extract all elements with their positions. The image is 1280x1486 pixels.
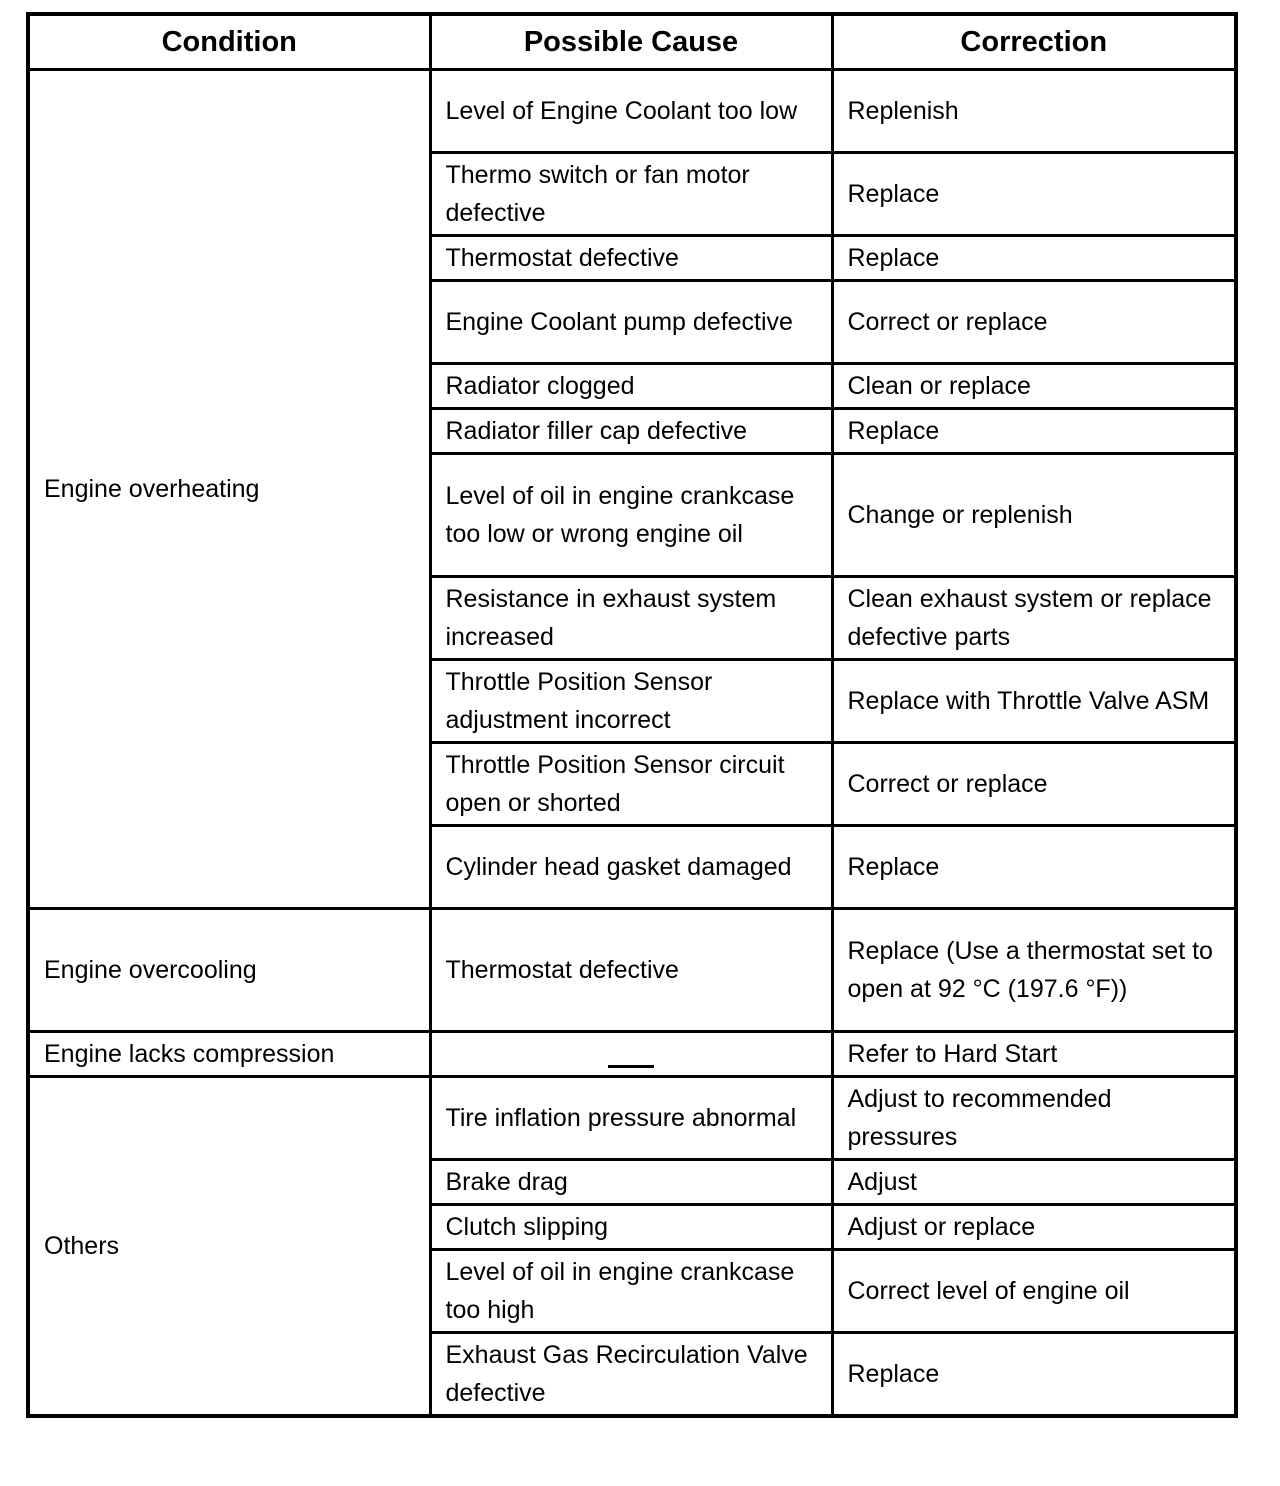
correction-cell: Replace — [832, 1333, 1236, 1417]
condition-cell: Engine overheating — [28, 70, 430, 909]
correction-cell: Correct level of engine oil — [832, 1250, 1236, 1333]
cause-cell: Throttle Position Sensor circuit open or shorted — [430, 743, 832, 826]
correction-cell: Correct or replace — [832, 281, 1236, 364]
cause-cell: Tire inflation pressure abnormal — [430, 1077, 832, 1160]
correction-cell: Clean or replace — [832, 364, 1236, 409]
cause-cell: Level of oil in engine crankcase too high — [430, 1250, 832, 1333]
cause-cell: Clutch slipping — [430, 1205, 832, 1250]
correction-cell: Correct or replace — [832, 743, 1236, 826]
correction-cell: Adjust to recommended pressures — [832, 1077, 1236, 1160]
cause-cell: Resistance in exhaust system increased — [430, 577, 832, 660]
troubleshooting-table — [26, 12, 1238, 1418]
table-row — [28, 1077, 1236, 1160]
correction-cell: Replace (Use a thermostat set to open at 92 °C (197.6 °F)) — [832, 909, 1236, 1032]
correction-cell: Replace — [832, 236, 1236, 281]
correction-header: Correction — [832, 14, 1236, 70]
correction-cell: Change or replenish — [832, 454, 1236, 577]
cause-cell: Exhaust Gas Recirculation Valve defective — [430, 1333, 832, 1417]
cause-cell: Level of oil in engine crankcase too low or wrong engine oil — [430, 454, 832, 577]
correction-cell: Replace — [832, 409, 1236, 454]
possible-cause-header: Possible Cause — [430, 14, 832, 70]
correction-cell: Replace — [832, 153, 1236, 236]
condition-header: Condition — [28, 14, 430, 70]
condition-cell: Others — [28, 1077, 430, 1417]
cause-cell: Engine Coolant pump defective — [430, 281, 832, 364]
correction-cell: Replace — [832, 826, 1236, 909]
table-row — [28, 1032, 1236, 1077]
condition-cell: Engine lacks compression — [28, 1032, 430, 1077]
cause-cell: Radiator clogged — [430, 364, 832, 409]
cause-cell: Thermo switch or fan motor defective — [430, 153, 832, 236]
cause-cell-empty — [430, 1032, 832, 1077]
table-row — [28, 70, 1236, 153]
dash-mark — [608, 1065, 654, 1068]
table-row — [28, 909, 1236, 1032]
cause-cell: Level of Engine Coolant too low — [430, 70, 832, 153]
correction-cell: Adjust — [832, 1160, 1236, 1205]
correction-cell: Adjust or replace — [832, 1205, 1236, 1250]
cause-cell: Brake drag — [430, 1160, 832, 1205]
cause-cell: Throttle Position Sensor adjustment incorrect — [430, 660, 832, 743]
correction-cell: Clean exhaust system or replace defective parts — [832, 577, 1236, 660]
cause-cell: Thermostat defective — [430, 909, 832, 1032]
correction-cell: Replenish — [832, 70, 1236, 153]
condition-cell: Engine overcooling — [28, 909, 430, 1032]
header-row — [28, 14, 1236, 70]
correction-cell: Refer to Hard Start — [832, 1032, 1236, 1077]
cause-cell: Thermostat defective — [430, 236, 832, 281]
cause-cell: Cylinder head gasket damaged — [430, 826, 832, 909]
cause-cell: Radiator filler cap defective — [430, 409, 832, 454]
correction-cell: Replace with Throttle Valve ASM — [832, 660, 1236, 743]
